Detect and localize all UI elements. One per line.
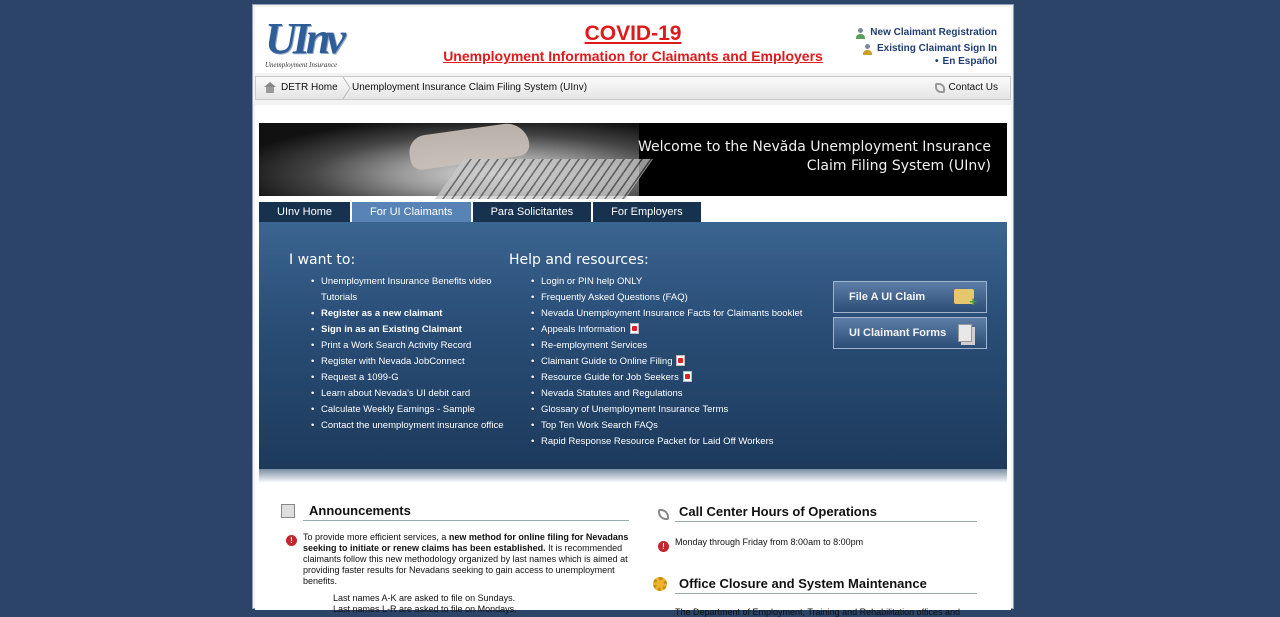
gear-icon — [653, 577, 667, 591]
list-item[interactable]: • Calculate Weekly Earnings - Sample — [321, 402, 511, 418]
announcement-schedule — [333, 593, 517, 615]
help-resources-heading: Help and resources: — [509, 252, 649, 268]
phone-icon — [935, 83, 945, 93]
page-subtitle[interactable]: Unemployment Information for Claimants and Employers — [443, 48, 823, 64]
list-item[interactable]: • Login or PIN help ONLY — [541, 274, 821, 290]
help-resources-list — [541, 274, 821, 450]
banner-line-1: Welcome to the Nevăda Unemployment Insurance — [637, 139, 991, 155]
page-title[interactable]: COVID-19 — [584, 22, 682, 45]
banner-line-2: Claim Filing System (UInv) — [806, 158, 991, 174]
phone-icon — [658, 509, 669, 520]
panel-shadow — [259, 469, 1007, 483]
documents-icon — [958, 324, 972, 342]
alert-icon: ! — [658, 541, 669, 552]
folder-add-icon — [954, 289, 974, 304]
list-item[interactable]: • Frequently Asked Questions (FAQ) — [541, 290, 821, 306]
new-claimant-registration-link[interactable]: New Claimant Registration — [870, 27, 997, 38]
list-item[interactable]: • Request a 1099-G — [321, 370, 511, 386]
welcome-banner — [259, 123, 1007, 196]
contact-us-link[interactable]: Contact Us — [948, 82, 998, 93]
file-ui-claim-label: File A UI Claim — [849, 291, 926, 303]
detr-home-link[interactable]: DETR Home — [281, 82, 338, 93]
list-item[interactable]: • Re-employment Services — [541, 338, 821, 354]
i-want-to-heading: I want to: — [289, 252, 356, 268]
list-item[interactable]: • Contact the unemployment insurance office — [321, 418, 511, 434]
list-item[interactable]: • Register as a new claimant — [321, 306, 511, 322]
pdf-icon — [676, 355, 685, 366]
banner-keyboard — [435, 159, 653, 199]
call-center-hours: Monday through Friday from 8:00am to 8:00pm — [675, 537, 864, 547]
office-closure-text: The Department of Employment, Training and Rehabilitation offices and — [675, 607, 960, 617]
claimant-panel — [259, 222, 1007, 469]
schedule-line-1: Last names A-K are asked to file on Sundays. — [333, 593, 516, 603]
logo-letters: UInv — [265, 14, 342, 63]
ui-claimant-forms-button[interactable] — [833, 317, 987, 349]
list-item[interactable]: • Nevada Unemployment Insurance Facts for Claimants booklet — [541, 306, 821, 322]
breadcrumb-home[interactable] — [264, 82, 338, 93]
announcements-heading: Announcements — [303, 502, 629, 521]
en-espanol-link[interactable]: En Español — [942, 56, 997, 67]
announcement-icon — [281, 504, 295, 518]
banner-text — [638, 138, 991, 176]
breadcrumb-chevron-icon — [342, 77, 352, 99]
logo-subtitle: Unemployment Insurance — [265, 61, 338, 69]
list-item[interactable]: • Sign in as an Existing Claimant — [321, 322, 511, 338]
tab-for-ui-claimants[interactable]: For UI Claimants — [352, 202, 471, 222]
site-header — [255, 7, 1011, 73]
page-frame — [252, 4, 1014, 617]
office-closure-heading: Office Closure and System Maintenance — [675, 575, 977, 594]
alert-icon: ! — [286, 535, 297, 546]
tab-for-employers[interactable]: For Employers — [593, 202, 701, 222]
list-item[interactable]: • Print a Work Search Activity Record — [321, 338, 511, 354]
pdf-icon — [683, 371, 692, 382]
call-center-heading: Call Center Hours of Operations — [675, 503, 977, 522]
announcement-text: To provide more efficient services, a new method for online filing for Nevadans seeking to initiate or renew claims has been established. It is recommended claimants follow this new methodology organized by last names which is aimed at providing faster results for Nevadans seeking to gain access to unemployment benefits. — [303, 532, 629, 586]
tab-uinv-home[interactable]: UInv Home — [259, 202, 350, 222]
home-icon — [264, 82, 276, 93]
list-item[interactable]: • Rapid Response Resource Packet for Laid Off Workers — [541, 434, 821, 450]
existing-user-icon — [862, 44, 873, 55]
contact-us[interactable] — [935, 82, 998, 93]
list-item[interactable]: • Resource Guide for Job Seekers — [541, 370, 821, 386]
ui-claimant-forms-label: UI Claimant Forms — [849, 327, 947, 339]
list-item[interactable]: • Glossary of Unemployment Insurance Terms — [541, 402, 821, 418]
breadcrumb-current: Unemployment Insurance Claim Filing System (UInv) — [352, 82, 588, 93]
list-item[interactable]: • Claimant Guide to Online Filing — [541, 354, 821, 370]
tab-para-solicitantes[interactable]: Para Solicitantes — [473, 202, 592, 222]
list-item[interactable]: • Appeals Information — [541, 322, 821, 338]
list-item[interactable]: • Register with Nevada JobConnect — [321, 354, 511, 370]
main-content — [255, 105, 1011, 617]
list-item[interactable]: • Unemployment Insurance Benefits video — [321, 274, 511, 290]
list-item[interactable]: • Nevada Statutes and Regulations — [541, 386, 821, 402]
header-links — [855, 27, 997, 72]
tab-bar — [259, 202, 701, 222]
file-ui-claim-button[interactable] — [833, 281, 987, 313]
list-item[interactable]: • Learn about Nevada's UI debit card — [321, 386, 511, 402]
schedule-line-2: Last names L-R are asked to file on Mondays. — [333, 604, 517, 614]
breadcrumb — [255, 76, 1011, 100]
i-want-to-list — [321, 274, 511, 434]
list-item[interactable]: Tutorials — [321, 292, 358, 303]
new-user-icon — [855, 28, 866, 39]
existing-claimant-sign-in-link[interactable]: Existing Claimant Sign In — [876, 43, 997, 54]
list-item[interactable]: • Top Ten Work Search FAQs — [541, 418, 821, 434]
bullet-icon: • — [935, 56, 939, 67]
pdf-icon — [630, 323, 639, 334]
